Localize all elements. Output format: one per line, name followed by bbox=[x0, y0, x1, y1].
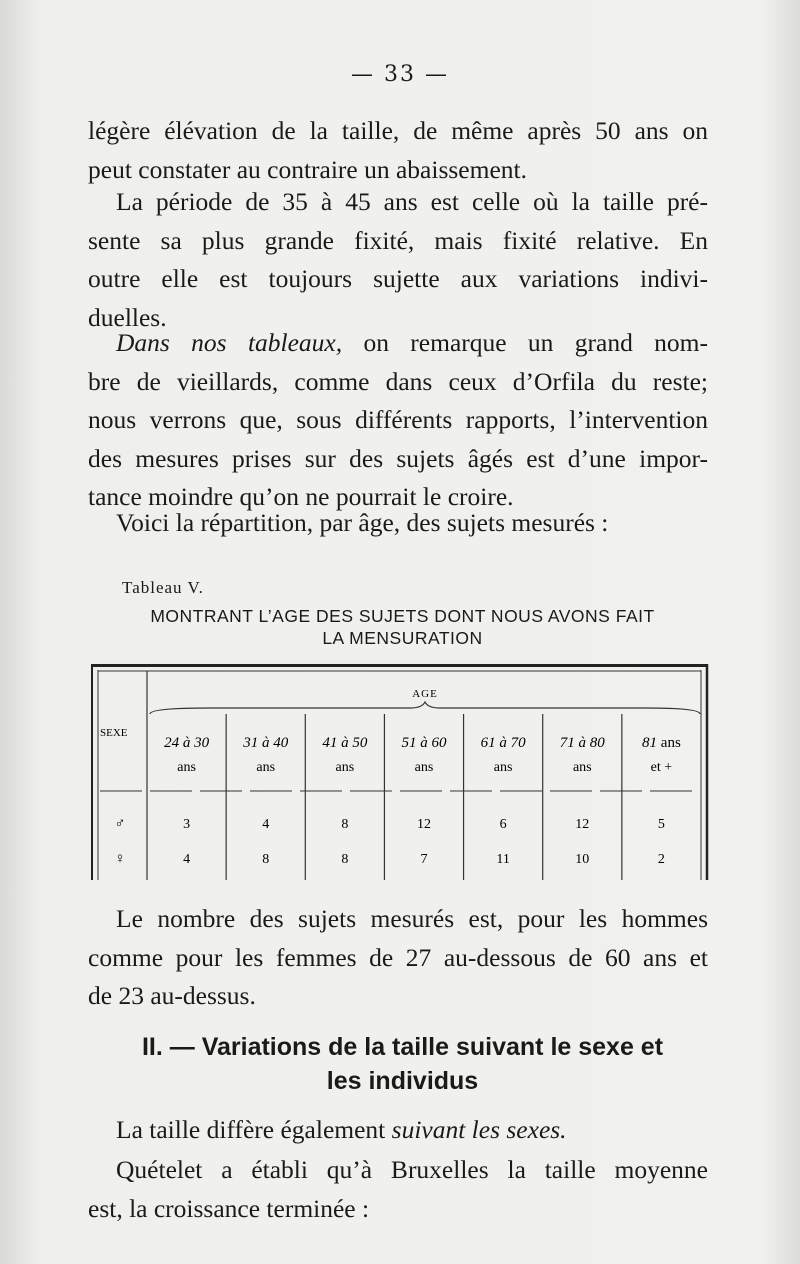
table-title bbox=[90, 605, 715, 649]
age-header: AGE bbox=[412, 688, 438, 700]
age-brace bbox=[150, 702, 700, 714]
text-line: nous verrons que, sous différents rapports, l’intervention bbox=[88, 405, 708, 434]
table-cell: 8 bbox=[262, 852, 270, 867]
text-line: est, la croissance terminée : bbox=[88, 1193, 370, 1223]
column-header-range bbox=[642, 735, 681, 751]
text-line: Le nombre des sujets mesurés est, pour les hommes bbox=[116, 904, 708, 933]
section-heading-line: les individus bbox=[326, 1067, 479, 1095]
sex-symbol-female: ♀ bbox=[114, 851, 126, 867]
column-range-suffix: ans bbox=[657, 735, 681, 751]
page-number: — 33 — bbox=[351, 62, 449, 87]
column-header-unit: ans bbox=[414, 760, 434, 775]
table-cell: 7 bbox=[420, 852, 428, 867]
paragraph-5 bbox=[88, 900, 708, 1016]
text-line: sente sa plus grande fixité, mais fixité relative. En bbox=[88, 225, 708, 255]
table-cells bbox=[183, 817, 665, 867]
column-header-unit: ans bbox=[493, 760, 513, 775]
text-line bbox=[88, 1111, 708, 1150]
text-line: La période de 35 à 45 ans est celle où la taille pré- bbox=[116, 187, 708, 216]
paragraph-6 bbox=[88, 1111, 708, 1150]
paragraph-3 bbox=[88, 324, 708, 517]
text-line: duelles. bbox=[88, 302, 167, 332]
table-cell: 8 bbox=[341, 817, 349, 832]
text-line: comme pour les femmes de 27 au-dessous de 60 ans et bbox=[88, 942, 708, 972]
column-header-unit: ans bbox=[572, 760, 592, 775]
paragraph-4 bbox=[88, 504, 708, 543]
table-cell: 12 bbox=[575, 817, 590, 832]
column-range: 24 à 30 bbox=[164, 735, 210, 751]
line-rest: on remarque un grand nom- bbox=[342, 328, 708, 357]
column-range: 31 à 40 bbox=[243, 735, 289, 751]
section-heading bbox=[90, 1030, 715, 1098]
table-label: Tableau V. bbox=[122, 578, 204, 597]
table-cell: 8 bbox=[341, 852, 349, 867]
text-line: Quételet a établi qu’à Bruxelles la taille moyenne bbox=[116, 1155, 708, 1184]
text-line: peut constater au contraire un abaissement. bbox=[88, 154, 527, 184]
column-range: 61 à 70 bbox=[480, 735, 526, 751]
column-header-range bbox=[164, 735, 210, 751]
column-header-range bbox=[322, 735, 368, 751]
column-header-unit: ans bbox=[177, 760, 196, 775]
column-header-range bbox=[402, 735, 448, 751]
text-line: des mesures prises sur des sujets âgés est d’une impor- bbox=[88, 443, 708, 473]
column-header-unit: ans bbox=[256, 760, 276, 775]
table-top-rule bbox=[91, 664, 708, 667]
text-line: Voici la répartition, par âge, des sujets mesurés : bbox=[116, 508, 609, 537]
text-line: outre elle est toujours sujette aux variations indivi- bbox=[88, 264, 708, 293]
column-header-unit: ans bbox=[335, 760, 355, 775]
text-line: de 23 au-dessus. bbox=[88, 981, 256, 1010]
table-cell: 12 bbox=[417, 817, 431, 832]
paragraph-7 bbox=[88, 1151, 708, 1228]
text-line: tance moindre qu’on ne pourrait le croire. bbox=[88, 482, 514, 511]
column-range: 71 à 80 bbox=[559, 735, 605, 751]
age-table-svg bbox=[90, 662, 710, 882]
text-line bbox=[88, 324, 708, 363]
table-cell: 2 bbox=[657, 852, 665, 867]
column-range: 81 bbox=[642, 735, 658, 751]
italic-phrase: Dans nos tableaux, bbox=[116, 328, 343, 357]
italic-phrase: suivant les sexes. bbox=[391, 1115, 567, 1144]
table-cell: 11 bbox=[496, 852, 510, 867]
column-range: 51 à 60 bbox=[401, 735, 447, 751]
column-headers bbox=[164, 735, 681, 775]
line-start: La taille diffère également bbox=[116, 1115, 392, 1144]
table-cell: 4 bbox=[262, 817, 270, 832]
paragraph-2 bbox=[88, 183, 708, 337]
table-cell: 3 bbox=[183, 817, 191, 832]
table-cell: 4 bbox=[183, 852, 191, 867]
sex-symbol-male: ♂ bbox=[114, 816, 126, 832]
age-table bbox=[90, 662, 710, 882]
paragraph-1 bbox=[88, 112, 708, 189]
table-cell: 5 bbox=[657, 817, 665, 832]
table-title-line: MONTRANT L’AGE DES SUJETS DONT NOUS AVONS FAIT bbox=[150, 606, 655, 626]
column-range: 41 à 50 bbox=[322, 735, 368, 751]
table-cell: 10 bbox=[575, 852, 590, 867]
table-title-line: LA MENSURATION bbox=[322, 628, 483, 648]
column-header-range bbox=[242, 735, 289, 751]
text-line: légère élévation de la taille, de même après 50 ans on bbox=[88, 116, 708, 145]
text-line: bre de vieillards, comme dans ceux d’Orfila du reste; bbox=[88, 366, 708, 396]
section-heading-line: II. — Variations de la taille suivant le sexe et bbox=[141, 1033, 664, 1061]
table-cell: 6 bbox=[499, 817, 507, 832]
column-header-range bbox=[560, 735, 606, 751]
sexe-header: SEXE bbox=[100, 727, 128, 739]
column-header-range bbox=[481, 735, 526, 751]
column-header-unit: et + bbox=[650, 760, 673, 775]
